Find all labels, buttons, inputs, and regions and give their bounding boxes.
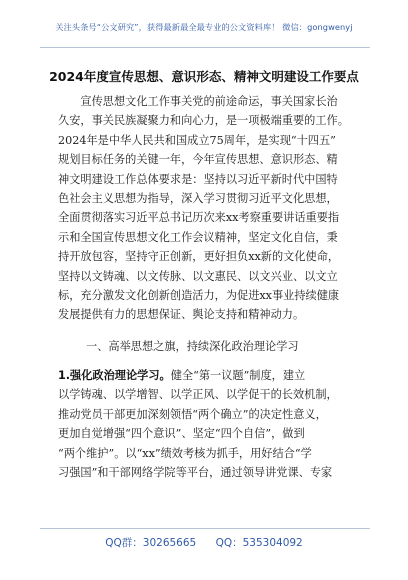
paragraph-line: 以学铸魂、以学增智、以学正风、以学促干的长效机制， [58, 388, 338, 402]
paragraph-line [58, 366, 358, 385]
footer-divider [40, 528, 370, 529]
paragraph-line: 坚持以文铸魂、以文传脉、以文惠民、以文兴业、以文立 [58, 269, 338, 283]
footer-qq: QQ：535304092 [215, 537, 303, 549]
paragraph-line: 更加自觉增强“四个意识”、坚定“四个自信”，做到 [58, 427, 305, 441]
item-lead: 1.强化政治理论学习。 [58, 369, 171, 382]
paragraph-line: 示和全国宣传思想文化工作会议精神，坚定文化自信，秉 [58, 230, 338, 244]
paragraph-line: “两个维护”。以“xx”绩效考核为抓手，用好结合“学 [58, 446, 312, 460]
footer-contact [0, 535, 408, 550]
paragraph-line: 持开放包容，坚持守正创新，更好担负xx新的文化使命， [58, 250, 340, 264]
paragraph-line: 规划目标任务的关键一年，今年宣传思想、意识形态、精 [58, 153, 338, 167]
header-divider [40, 47, 370, 48]
item-paragraph [58, 366, 358, 482]
item-first-text: 健全“第一议题”制度，建立 [170, 369, 306, 382]
section-heading: 一、高举思想之旗，持续深化政治理论学习 [86, 340, 299, 353]
paragraph-line: 发展提供有力的思想保证、舆论支持和精神动力。 [58, 308, 305, 322]
paragraph-line: 2024年是中华人民共和国成立75周年，是实现“十四五” [58, 133, 336, 147]
footer-qq-group: QQ群：30265665 [105, 537, 197, 549]
paragraph-line: 色社会主义思想为指导，深入学习贯彻习近平文化思想， [58, 192, 338, 206]
paragraph-line: 宣传思想文化工作事关党的前途命运，事关国家长治 [58, 95, 338, 108]
header-banner: 关注头条号“公文研究”，获得最新最全最专业的公文资料库！ 微信：gongwenyj [55, 22, 353, 32]
paragraph-line: 习强国”和干部网络学院等平台，通过领导讲党课、专家 [58, 466, 333, 480]
paragraph-line: 全面贯彻落实习近平总书记历次来xx考察重要讲话重要指 [58, 211, 340, 225]
paragraph-line: 标，充分激发文化创新创造活力，为促进xx事业持续健康 [58, 289, 340, 303]
document-title: 2024年度宣传思想、意识形态、精神文明建设工作要点 [49, 69, 359, 84]
intro-paragraph [58, 92, 358, 325]
paragraph-line: 推动党员干部更加深刻领悟“两个确立”的决定性意义， [58, 407, 327, 421]
paragraph-line: 久安，事关民族凝聚力和向心力，是一项极端重要的工作。 [58, 114, 349, 128]
paragraph-line: 神文明建设工作总体要求是：坚持以习近平新时代中国特 [58, 172, 338, 186]
